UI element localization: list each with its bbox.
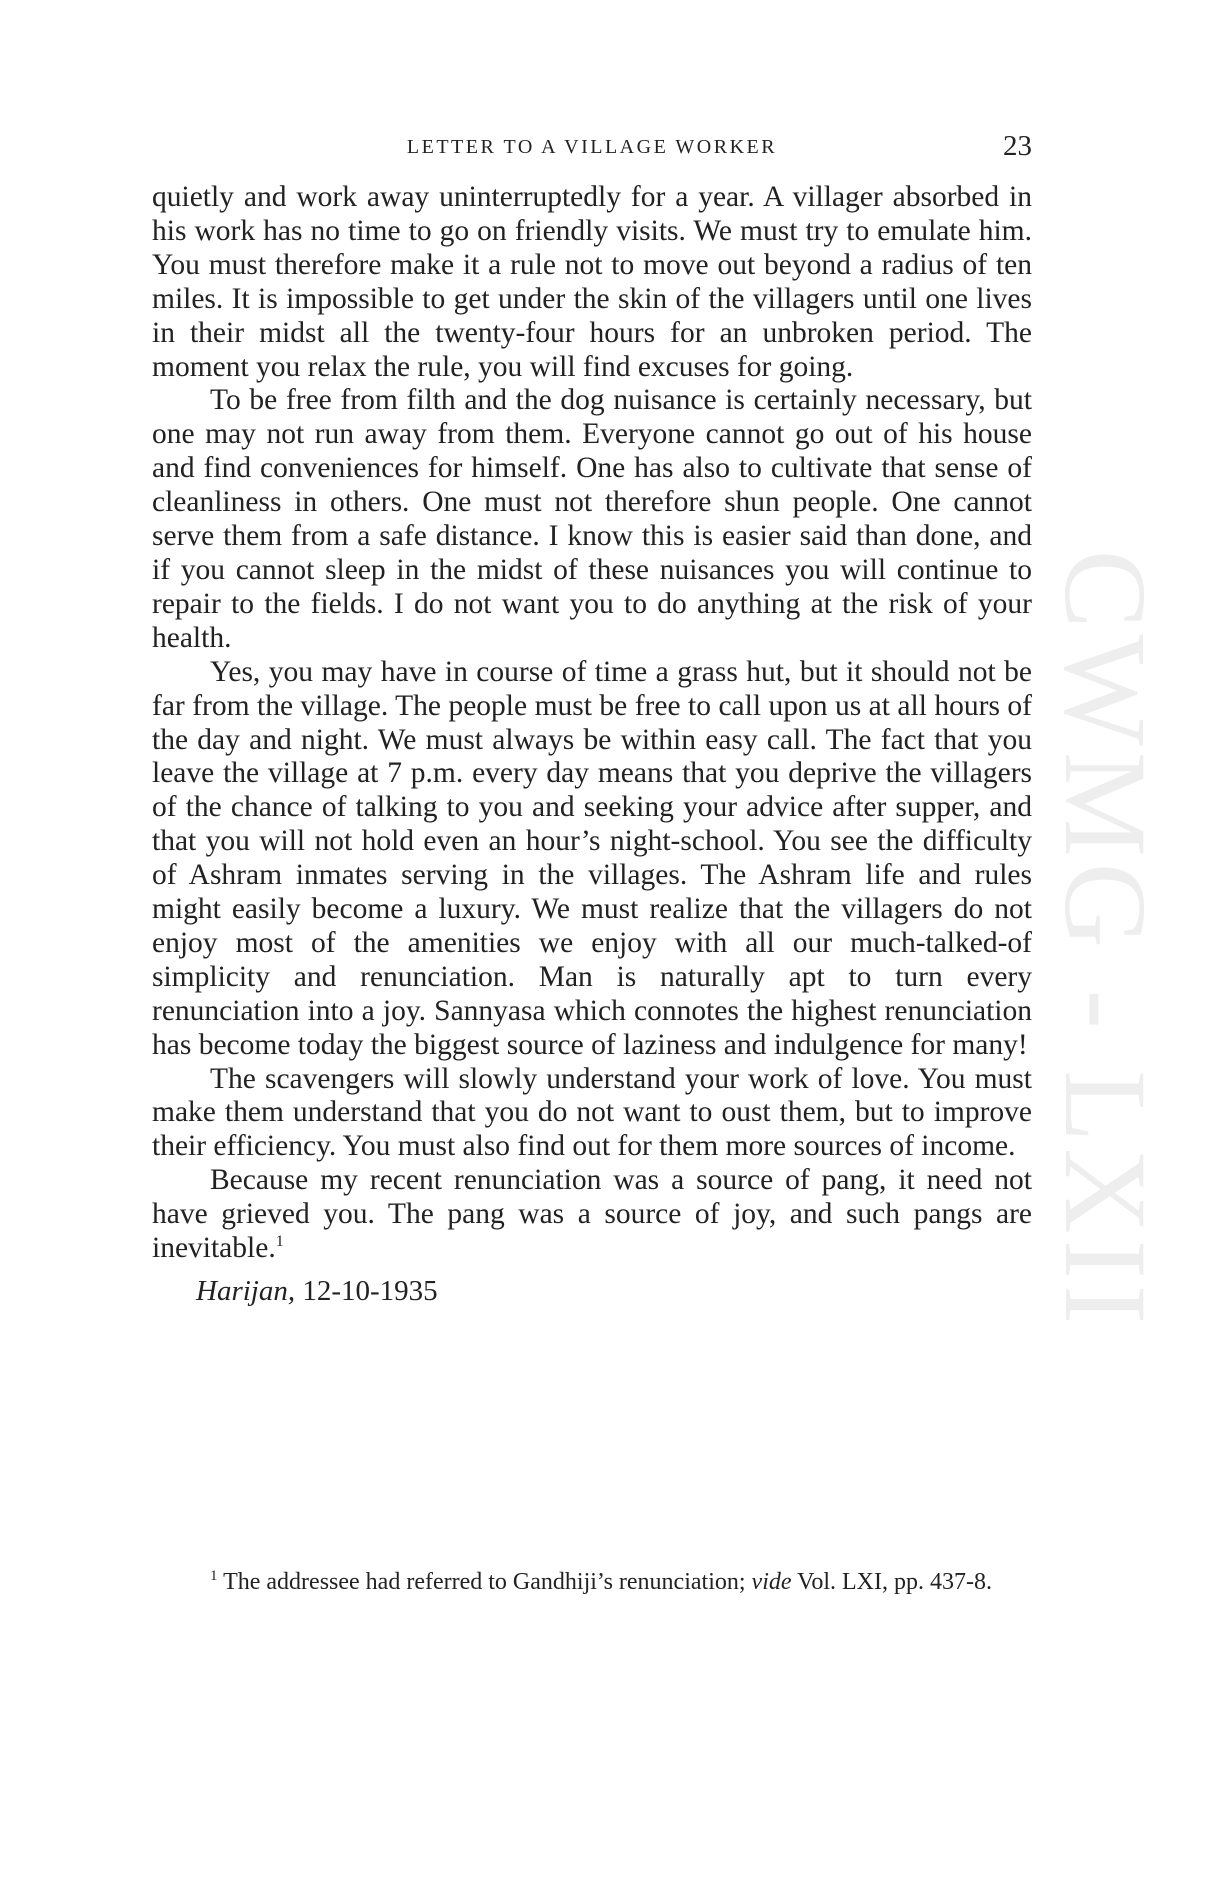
watermark-text: CWMG - LXII [1048, 549, 1168, 1331]
paragraph-4: The scavengers will slowly understand your work of love. You must make them understand that you do not want to oust them, but to improve their efficiency. You must also find out for them more sources of income. [152, 1062, 1032, 1163]
paragraph-5-text: Because my recent renunciation was a source of pang, it need not have grieved you. The pang was a source of joy, and such pangs are inevitable. [152, 1164, 1032, 1265]
letter-body [152, 181, 1032, 1309]
page-header [152, 130, 1032, 170]
paragraph-1: quietly and work away uninterruptedly for a year. A villager absorbed in his work has no time to go on friendly visits. We must try to emulate him. You must therefore make it a rule not to move out beyond a radius of ten miles. It is impossible to get under the skin of the villagers until one lives in their midst all the twenty-four hours for an unbroken period. The moment you relax the rule, you will find excuses for going. [152, 181, 1032, 383]
footnote-text [152, 1566, 1040, 1599]
page-number: 23 [1003, 130, 1032, 162]
footnote-text-before: The addressee had referred to Gandhiji’s renunciation; [223, 1569, 746, 1595]
paragraph-3: Yes, you may have in course of time a grass hut, but it should not be far from the village. The people must be free to call upon us at all hours of the day and night. We must always be within easy call. The fact that you leave the village at 7 p.m. every day means that you deprive the villagers of the chance of talking to you and seeking your advice after supper, and that you will not hold even an hour’s night-school. You see the difficulty of Ashram inmates serving in the villages. The Ashram life and rules might easily become a luxury. We must realize that the villagers do not enjoy most of the amenities we enjoy with all our much-talked-of simplicity and renunciation. Man is naturally apt to turn every renunciation into a joy. Sannyasa which connotes the highest renunciation has become today the biggest source of laziness and indulgence for many! [152, 655, 1032, 1061]
running-title: LETTER TO A VILLAGE WORKER [406, 136, 778, 158]
footnote [152, 1566, 1040, 1599]
footnote-marker: 1 [210, 1568, 218, 1584]
footnote-text-after: Vol. LXI, pp. 437-8. [797, 1569, 992, 1595]
source-date: 12-10-1935 [302, 1275, 438, 1307]
watermark [1048, 470, 1168, 1410]
paragraph-2: To be free from filth and the dog nuisance is certainly necessary, but one may not run away from them. Everyone cannot go out of his house and find conveniences for himself. One has also to cultivate that sense of cleanliness in others. One must not therefore shun people. One cannot serve them from a safe distance. I know this is easier said than done, and if you cannot sleep in the midst of these nuisances you will continue to repair to the fields. I do not want you to do anything at the risk of your health. [152, 384, 1032, 654]
paragraph-5 [152, 1164, 1032, 1266]
source-citation [152, 1275, 1032, 1309]
footnote-reference: 1 [275, 1233, 284, 1251]
watermark-graphic [1048, 470, 1168, 1410]
footnote-italic: vide [751, 1569, 792, 1595]
source-publication: Harijan, [196, 1275, 296, 1307]
